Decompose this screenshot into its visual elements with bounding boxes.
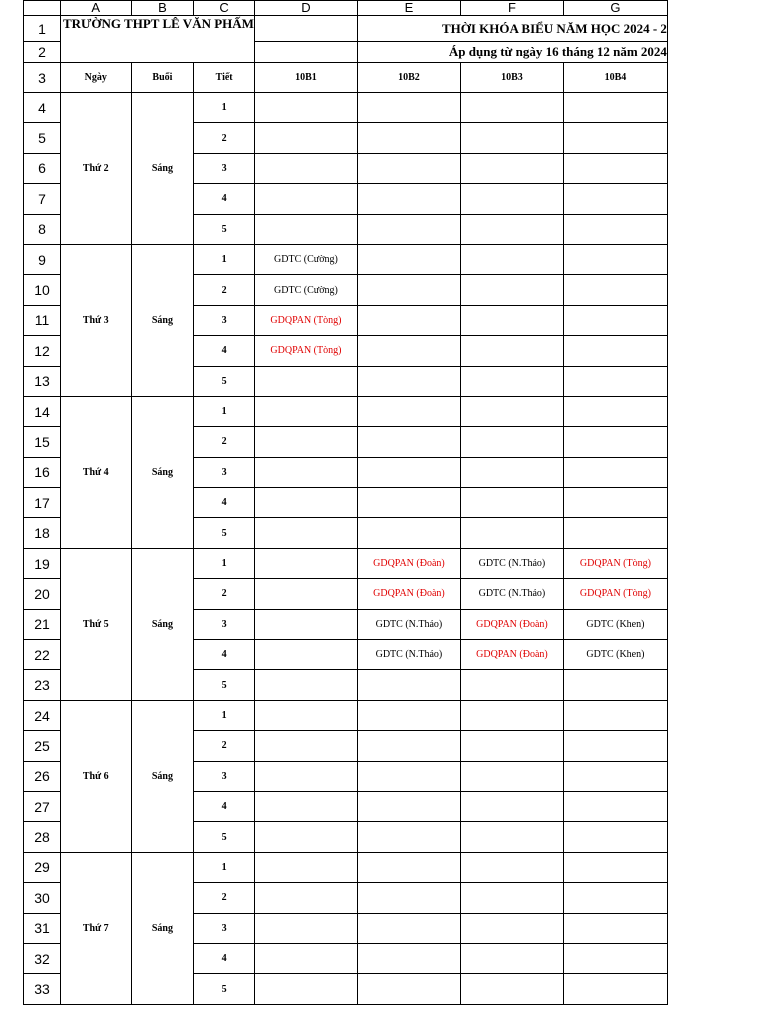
row-number[interactable]: 25 (24, 731, 61, 761)
day-cell: Thứ 5 (61, 548, 132, 700)
schedule-cell[interactable] (460, 305, 563, 335)
schedule-cell[interactable] (357, 396, 460, 426)
row-number[interactable]: 1 (24, 16, 61, 42)
schedule-cell[interactable] (563, 457, 667, 487)
schedule-cell[interactable] (357, 731, 460, 761)
schedule-cell[interactable] (357, 244, 460, 274)
schedule-cell[interactable] (254, 913, 357, 943)
row-number[interactable]: 14 (24, 396, 61, 426)
schedule-cell[interactable] (563, 214, 667, 244)
row-number[interactable]: 16 (24, 457, 61, 487)
schedule-cell[interactable]: GDTC (N.Thảo) (460, 579, 563, 609)
row-number[interactable]: 26 (24, 761, 61, 791)
period-cell: 2 (194, 579, 255, 609)
period-cell: 5 (194, 366, 255, 396)
schedule-cell[interactable] (563, 761, 667, 791)
schedule-cell[interactable] (460, 731, 563, 761)
schedule-cell[interactable] (254, 974, 357, 1004)
schedule-cell[interactable] (357, 93, 460, 123)
row-number[interactable]: 13 (24, 366, 61, 396)
schedule-cell[interactable] (357, 214, 460, 244)
schedule-cell[interactable] (460, 488, 563, 518)
row-number[interactable]: 2 (24, 42, 61, 63)
period-cell: 3 (194, 457, 255, 487)
schedule-cell[interactable] (357, 852, 460, 882)
schedule-cell[interactable] (563, 913, 667, 943)
empty-cell (254, 16, 357, 42)
period-header: Tiết (194, 63, 255, 93)
schedule-cell[interactable] (357, 427, 460, 457)
session-cell: Sáng (131, 700, 194, 852)
schedule-cell[interactable] (460, 427, 563, 457)
schedule-cell[interactable]: GDTC (Cường) (254, 275, 357, 305)
schedule-cell[interactable] (460, 943, 563, 973)
schedule-cell[interactable] (563, 244, 667, 274)
sheet-row (24, 16, 668, 42)
session-cell: Sáng (131, 396, 194, 548)
schedule-cell[interactable] (563, 336, 667, 366)
schedule-cell[interactable] (254, 427, 357, 457)
schedule-cell[interactable] (254, 184, 357, 214)
schedule-cell[interactable] (254, 822, 357, 852)
row-number[interactable]: 12 (24, 336, 61, 366)
schedule-cell[interactable] (563, 184, 667, 214)
schedule-cell[interactable] (357, 670, 460, 700)
schedule-cell[interactable] (254, 548, 357, 578)
schedule-cell[interactable] (357, 943, 460, 973)
schedule-cell[interactable]: GDTC (N.Thảo) (357, 609, 460, 639)
row-number[interactable]: 22 (24, 640, 61, 670)
schedule-cell[interactable] (460, 518, 563, 548)
schedule-cell[interactable] (563, 852, 667, 882)
period-cell: 1 (194, 93, 255, 123)
school-name: TRƯỜNG THPT LÊ VĂN PHẤM (61, 16, 255, 42)
table-row (24, 396, 668, 426)
schedule-cell[interactable] (254, 488, 357, 518)
schedule-cell[interactable] (460, 244, 563, 274)
applied-date: Áp dụng từ ngày 16 tháng 12 năm 2024 (357, 42, 667, 63)
column-header-c[interactable]: C (194, 1, 255, 16)
table-row (24, 244, 668, 274)
schedule-cell[interactable] (460, 93, 563, 123)
row-number[interactable]: 3 (24, 63, 61, 93)
period-cell: 4 (194, 791, 255, 821)
schedule-cell[interactable] (563, 93, 667, 123)
column-header-g[interactable]: G (563, 1, 667, 16)
column-header-a[interactable]: A (61, 1, 132, 16)
session-cell: Sáng (131, 852, 194, 1004)
schedule-cell[interactable]: GDQPAN (Đoàn) (357, 548, 460, 578)
row-number[interactable]: 15 (24, 427, 61, 457)
period-cell: 1 (194, 700, 255, 730)
row-number[interactable]: 9 (24, 244, 61, 274)
period-cell: 3 (194, 761, 255, 791)
row-number[interactable]: 18 (24, 518, 61, 548)
schedule-cell[interactable] (460, 366, 563, 396)
schedule-cell[interactable]: GDTC (N.Thảo) (357, 640, 460, 670)
schedule-cell[interactable] (357, 518, 460, 548)
schedule-cell[interactable] (563, 670, 667, 700)
schedule-cell[interactable] (460, 214, 563, 244)
schedule-cell[interactable] (357, 305, 460, 335)
class-header: 10B4 (563, 63, 667, 93)
schedule-cell[interactable] (563, 974, 667, 1004)
schedule-cell[interactable]: GDTC (Khen) (563, 640, 667, 670)
row-number[interactable]: 31 (24, 913, 61, 943)
day-cell: Thứ 7 (61, 852, 132, 1004)
period-cell: 3 (194, 153, 255, 183)
row-number[interactable]: 17 (24, 488, 61, 518)
schedule-cell[interactable] (254, 579, 357, 609)
class-header: 10B3 (460, 63, 563, 93)
schedule-cell[interactable] (460, 396, 563, 426)
row-number[interactable]: 7 (24, 184, 61, 214)
schedule-cell[interactable] (357, 153, 460, 183)
schedule-cell[interactable] (460, 123, 563, 153)
schedule-cell[interactable] (563, 153, 667, 183)
schedule-cell[interactable] (254, 731, 357, 761)
schedule-cell[interactable] (563, 396, 667, 426)
schedule-cell[interactable]: GDQPAN (Đoàn) (357, 579, 460, 609)
schedule-cell[interactable] (357, 275, 460, 305)
day-cell: Thứ 2 (61, 93, 132, 245)
schedule-cell[interactable]: GDQPAN (Tòng) (563, 579, 667, 609)
period-cell: 5 (194, 670, 255, 700)
row-number[interactable]: 10 (24, 275, 61, 305)
period-cell: 2 (194, 427, 255, 457)
period-cell: 4 (194, 943, 255, 973)
schedule-cell[interactable] (357, 366, 460, 396)
schedule-cell[interactable] (254, 852, 357, 882)
period-cell: 1 (194, 852, 255, 882)
schedule-cell[interactable] (460, 153, 563, 183)
schedule-cell[interactable] (357, 883, 460, 913)
schedule-cell[interactable] (563, 305, 667, 335)
schedule-cell[interactable]: GDQPAN (Tòng) (563, 548, 667, 578)
period-cell: 5 (194, 518, 255, 548)
schedule-cell[interactable] (254, 883, 357, 913)
schedule-cell[interactable]: GDQPAN (Đoàn) (460, 640, 563, 670)
schedule-cell[interactable] (254, 123, 357, 153)
schedule-cell[interactable] (357, 791, 460, 821)
schedule-cell[interactable] (254, 943, 357, 973)
sheet-row (24, 42, 668, 63)
schedule-cell[interactable] (254, 761, 357, 791)
schedule-cell[interactable] (460, 822, 563, 852)
schedule-cell[interactable]: GDQPAN (Tòng) (254, 305, 357, 335)
row-number[interactable]: 8 (24, 214, 61, 244)
day-header: Ngày (61, 63, 132, 93)
timetable-title: THỜI KHÓA BIỂU NĂM HỌC 2024 - 2 (357, 16, 667, 42)
schedule-cell[interactable] (357, 913, 460, 943)
period-cell: 2 (194, 275, 255, 305)
period-cell: 2 (194, 731, 255, 761)
period-cell: 2 (194, 123, 255, 153)
schedule-cell[interactable] (563, 943, 667, 973)
schedule-cell[interactable] (563, 791, 667, 821)
schedule-cell[interactable] (254, 670, 357, 700)
schedule-cell[interactable] (563, 731, 667, 761)
empty-cell (61, 42, 255, 63)
row-number[interactable]: 32 (24, 943, 61, 973)
schedule-cell[interactable] (460, 852, 563, 882)
schedule-cell[interactable] (357, 488, 460, 518)
schedule-cell[interactable]: GDTC (Cường) (254, 244, 357, 274)
schedule-cell[interactable]: GDQPAN (Đoàn) (460, 609, 563, 639)
table-row (24, 93, 668, 123)
session-cell: Sáng (131, 244, 194, 396)
period-cell: 5 (194, 974, 255, 1004)
schedule-cell[interactable] (254, 396, 357, 426)
row-number[interactable]: 11 (24, 305, 61, 335)
schedule-cell[interactable]: GDTC (Khen) (563, 609, 667, 639)
schedule-cell[interactable] (563, 700, 667, 730)
schedule-cell[interactable] (254, 609, 357, 639)
period-cell: 5 (194, 822, 255, 852)
schedule-cell[interactable] (254, 640, 357, 670)
row-number[interactable]: 23 (24, 670, 61, 700)
corner-cell (24, 1, 61, 16)
period-cell: 4 (194, 640, 255, 670)
session-cell: Sáng (131, 93, 194, 245)
row-number[interactable]: 21 (24, 609, 61, 639)
session-header: Buổi (131, 63, 194, 93)
schedule-cell[interactable] (254, 791, 357, 821)
schedule-cell[interactable] (563, 488, 667, 518)
table-header-row (24, 63, 668, 93)
schedule-cell[interactable] (460, 913, 563, 943)
schedule-cell[interactable] (563, 275, 667, 305)
column-header-f[interactable]: F (460, 1, 563, 16)
period-cell: 4 (194, 184, 255, 214)
day-cell: Thứ 6 (61, 700, 132, 852)
empty-cell (254, 42, 357, 63)
row-number[interactable]: 20 (24, 579, 61, 609)
schedule-cell[interactable] (460, 336, 563, 366)
schedule-cell[interactable] (254, 366, 357, 396)
schedule-cell[interactable] (357, 184, 460, 214)
period-cell: 4 (194, 488, 255, 518)
schedule-cell[interactable] (357, 974, 460, 1004)
schedule-cell[interactable] (254, 214, 357, 244)
schedule-cell[interactable] (254, 153, 357, 183)
schedule-cell[interactable] (563, 427, 667, 457)
schedule-cell[interactable] (357, 700, 460, 730)
day-cell: Thứ 4 (61, 396, 132, 548)
period-cell: 1 (194, 396, 255, 426)
period-cell: 3 (194, 609, 255, 639)
schedule-cell[interactable] (460, 883, 563, 913)
schedule-cell[interactable] (357, 761, 460, 791)
schedule-cell[interactable] (563, 518, 667, 548)
schedule-cell[interactable] (460, 761, 563, 791)
period-cell: 1 (194, 548, 255, 578)
schedule-cell[interactable]: GDQPAN (Tòng) (254, 336, 357, 366)
schedule-cell[interactable] (357, 123, 460, 153)
row-number[interactable]: 5 (24, 123, 61, 153)
column-header-row (24, 1, 668, 16)
schedule-cell[interactable] (357, 457, 460, 487)
period-cell: 2 (194, 883, 255, 913)
column-header-b[interactable]: B (131, 1, 194, 16)
class-header: 10B1 (254, 63, 357, 93)
schedule-cell[interactable] (254, 518, 357, 548)
timetable-sheet (23, 0, 668, 1005)
schedule-cell[interactable]: GDTC (N.Thảo) (460, 548, 563, 578)
row-number[interactable]: 24 (24, 700, 61, 730)
row-number[interactable]: 6 (24, 153, 61, 183)
schedule-cell[interactable] (254, 700, 357, 730)
column-header-d[interactable]: D (254, 1, 357, 16)
period-cell: 5 (194, 214, 255, 244)
schedule-cell[interactable] (460, 184, 563, 214)
schedule-cell[interactable] (357, 336, 460, 366)
period-cell: 4 (194, 336, 255, 366)
schedule-cell[interactable] (254, 457, 357, 487)
row-number[interactable]: 33 (24, 974, 61, 1004)
schedule-cell[interactable] (460, 670, 563, 700)
schedule-cell[interactable] (357, 822, 460, 852)
table-row (24, 852, 668, 882)
column-header-e[interactable]: E (357, 1, 460, 16)
schedule-cell[interactable] (460, 275, 563, 305)
period-cell: 1 (194, 244, 255, 274)
row-number[interactable]: 28 (24, 822, 61, 852)
session-cell: Sáng (131, 548, 194, 700)
row-number[interactable]: 19 (24, 548, 61, 578)
schedule-cell[interactable] (563, 822, 667, 852)
class-header: 10B2 (357, 63, 460, 93)
period-cell: 3 (194, 913, 255, 943)
schedule-cell[interactable] (563, 366, 667, 396)
schedule-cell[interactable] (563, 123, 667, 153)
table-row (24, 548, 668, 578)
schedule-cell[interactable] (460, 791, 563, 821)
row-number[interactable]: 4 (24, 93, 61, 123)
schedule-cell[interactable] (254, 93, 357, 123)
period-cell: 3 (194, 305, 255, 335)
row-number[interactable]: 30 (24, 883, 61, 913)
day-cell: Thứ 3 (61, 244, 132, 396)
row-number[interactable]: 27 (24, 791, 61, 821)
schedule-cell[interactable] (460, 700, 563, 730)
schedule-cell[interactable] (460, 974, 563, 1004)
table-row (24, 700, 668, 730)
schedule-cell[interactable] (460, 457, 563, 487)
row-number[interactable]: 29 (24, 852, 61, 882)
schedule-cell[interactable] (563, 883, 667, 913)
